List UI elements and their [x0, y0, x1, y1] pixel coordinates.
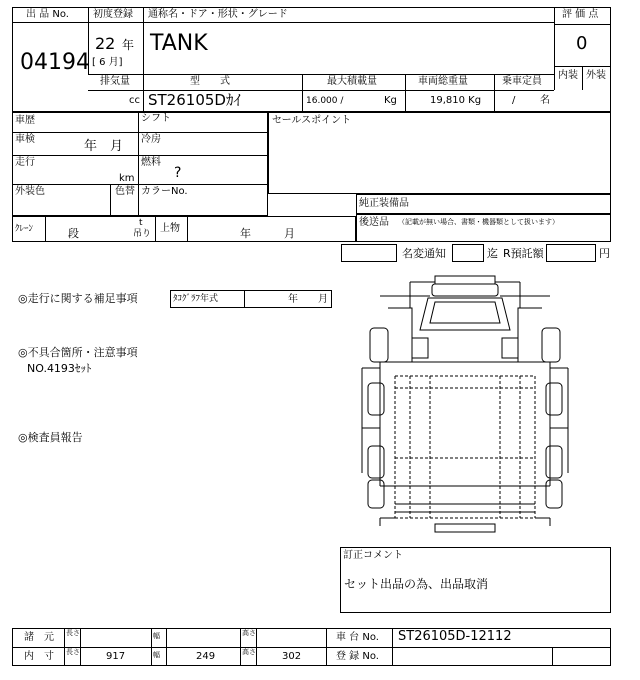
- interior-length-label: 長さ: [66, 648, 80, 656]
- registration-year: 22: [95, 34, 116, 53]
- name-change-date-box: [452, 244, 484, 262]
- registration-month: [ 6 月]: [92, 57, 123, 68]
- chassis-no-label: 車 台 No.: [336, 632, 379, 643]
- model-label: 通称名・ドア・形状・グレード: [148, 9, 288, 20]
- name-change-label: 名変通知: [402, 247, 446, 260]
- interior-length-value: 917: [106, 651, 126, 662]
- mileage-label: 走行: [15, 157, 35, 168]
- max-load-value: 16.000 /: [306, 96, 344, 106]
- tachograph-date: 年 月: [288, 294, 328, 305]
- crane-label: ｸﾚｰﾝ: [15, 224, 34, 234]
- color-no-label: カラーNo.: [141, 186, 188, 197]
- rating-value: 0: [576, 33, 588, 54]
- max-load-label: 最大積載量: [327, 76, 377, 87]
- accessories-note: （記載が無い場合、書類・機器類として扱います）: [398, 218, 559, 226]
- interior-height-value: 302: [282, 651, 302, 662]
- interior-dims-label: 内 寸: [24, 651, 54, 662]
- fuel-label: 燃料: [141, 157, 161, 168]
- tachograph-label: ﾀｺｸﾞﾗﾌ年式: [173, 294, 219, 304]
- driving-remarks-label: ◎走行に関する補足事項: [18, 292, 138, 305]
- first-registration-label: 初度登録: [93, 9, 133, 20]
- shift-label: シフト: [141, 113, 171, 124]
- car-name: TANK: [150, 31, 208, 56]
- model-type-value: ST26105Dｶｲ: [148, 91, 241, 109]
- yen-unit: 円: [599, 247, 610, 260]
- spec-width-label: 幅: [153, 632, 160, 640]
- rating-label: 評 価 点: [562, 9, 599, 20]
- vehicle-diagram: [340, 268, 590, 540]
- correction-comment-text: セット出品の為、出品取消: [344, 577, 489, 591]
- crane-lift-label: 吊り: [133, 229, 152, 239]
- capacity-unit: 名: [540, 95, 550, 106]
- defects-label: ◎不具合箇所・注意事項: [18, 346, 138, 359]
- sales-point-label: セールスポイント: [272, 115, 352, 126]
- lot-no-label: 出 品 No.: [26, 9, 69, 20]
- inspection-value: 年 月: [84, 139, 124, 154]
- spec-height-label: 高さ: [242, 629, 256, 637]
- exterior-color-label: 外装色: [15, 186, 45, 197]
- history-label: 車歴: [15, 115, 35, 126]
- gross-weight-label: 車両総重量: [418, 76, 468, 87]
- r-deposit-prefix: 迄: [487, 247, 498, 260]
- chassis-no-value: ST26105D-12112: [398, 629, 512, 644]
- type-label: 型 式: [190, 76, 230, 87]
- fuel-value: ?: [174, 165, 182, 181]
- genuine-equipment-label: 純正装備品: [359, 198, 409, 209]
- displacement-label: 排気量: [100, 76, 130, 87]
- color-swap-label: 色替: [115, 186, 135, 197]
- gross-weight-value: 19,810 Kg: [430, 95, 482, 106]
- bed-label: 上物: [160, 223, 180, 234]
- registration-no-label: 登 録 No.: [336, 651, 379, 662]
- correction-comment-label: 訂正コメント: [343, 550, 403, 561]
- accessories-label: 後送品: [359, 217, 389, 228]
- crane-lift-unit: t: [139, 218, 143, 228]
- r-deposit-amount-box: [546, 244, 596, 262]
- capacity-label: 乗車定員: [502, 76, 542, 87]
- mileage-unit: km: [119, 173, 135, 184]
- inspection-label: 車検: [15, 134, 35, 145]
- cc-unit: cc: [129, 95, 140, 106]
- inspector-report-label: ◎検査員報告: [18, 431, 83, 444]
- crane-row: [12, 216, 356, 242]
- name-change-blank-box: [341, 244, 397, 262]
- r-deposit-label: R預託額: [503, 247, 544, 260]
- crane-stage-unit: 段: [68, 227, 79, 240]
- info-left-block: [12, 112, 268, 216]
- bed-date: 年 月: [240, 227, 295, 240]
- spec-length-label: 長さ: [66, 629, 80, 637]
- capacity-value: /: [512, 95, 516, 106]
- interior-height-label: 高さ: [242, 648, 256, 656]
- max-load-unit: Kg: [384, 95, 397, 106]
- exterior-grade-label: 外装: [586, 70, 606, 81]
- interior-grade-label: 内装: [558, 70, 578, 81]
- specs-label: 諸 元: [24, 632, 54, 643]
- lot-no: 04194: [20, 50, 90, 75]
- registration-year-unit: 年: [122, 38, 135, 52]
- interior-width-label: 幅: [153, 651, 160, 659]
- aircon-label: 冷房: [141, 134, 161, 145]
- interior-width-value: 249: [196, 651, 216, 662]
- defects-text: NO.4193ｾｯﾄ: [27, 362, 92, 375]
